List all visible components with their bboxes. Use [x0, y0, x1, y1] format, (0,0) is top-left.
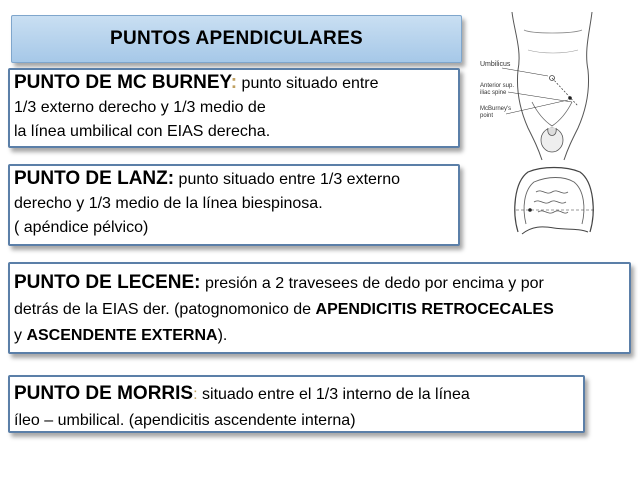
mcburney-point-box — [8, 68, 460, 148]
lecene-point-box — [8, 262, 631, 354]
lecene-line1: presión a 2 travesees de dedo por encima y por — [200, 275, 544, 292]
mcburney-point-mark — [568, 96, 572, 100]
lecene-ascendente: ASCENDENTE EXTERNA — [26, 327, 218, 344]
lecene-heading: PUNTO DE LECENE: — [14, 272, 201, 293]
lecene-line3-start: y — [14, 327, 27, 344]
mcburney-line1: punto situado entre — [237, 75, 379, 92]
lanz-line2: derecho y 1/3 medio de la línea biespinosa. — [14, 195, 323, 212]
mcburney-label-1: McBurney's — [480, 106, 512, 112]
morris-heading: PUNTO DE MORRIS — [14, 383, 194, 404]
iliac-label-2: iliac spine — [480, 90, 507, 96]
lecene-line3-end: ). — [217, 327, 228, 344]
lecene-line2: detrás de la EIAS der. (patognomonico de — [14, 301, 316, 318]
lanz-point-box — [8, 164, 460, 246]
umbilicus-label: Umbilicus — [480, 61, 511, 68]
intestine-illustration — [508, 162, 600, 248]
mcburney-label-2: point — [480, 113, 494, 119]
lanz-line1: punto situado entre 1/3 externo — [174, 171, 401, 188]
morris-line2: íleo – umbilical. (apendicitis ascendente interna) — [14, 412, 356, 429]
mcburney-colon: : — [230, 72, 238, 93]
lanz-line3: ( apéndice pélvico) — [14, 219, 149, 236]
lanz-heading: PUNTO DE LANZ: — [14, 168, 175, 189]
morris-colon: : — [193, 386, 198, 403]
mcburney-line2: 1/3 externo derecho y 1/3 medio de — [14, 99, 266, 116]
mcburney-line3: la línea umbilical con EIAS derecha. — [14, 123, 271, 140]
abdomen-anatomy-illustration — [472, 10, 614, 168]
page-title: PUNTOS APENDICULARES — [11, 15, 462, 63]
morris-line1: situado entre el 1/3 interno de la línea — [197, 386, 470, 403]
mcburney-heading: PUNTO DE MC BURNEY — [14, 72, 231, 93]
iliac-label-1: Anterior sup. — [480, 83, 515, 89]
lecene-retrocecal: APENDICITIS RETROCECALES — [315, 301, 554, 318]
morris-point-box — [8, 375, 585, 433]
lanz-point-mark — [528, 208, 532, 212]
